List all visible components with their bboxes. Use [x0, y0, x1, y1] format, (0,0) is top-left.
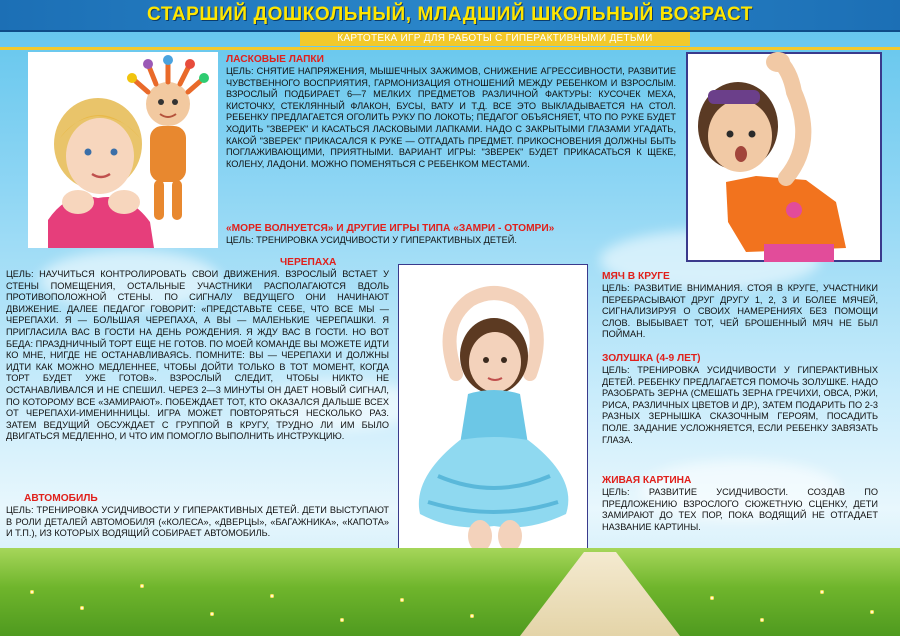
section-avtomobil: [6, 492, 389, 540]
daisy: [820, 590, 824, 594]
photo-girl-with-doll: [28, 52, 218, 248]
daisy: [710, 596, 714, 600]
daisy: [400, 598, 404, 602]
section-text: ЦЕЛЬ: ТРЕНИРОВКА УСИДЧИВОСТИ У ГИПЕРАКТИВНЫХ ДЕТЕЙ.: [226, 235, 517, 245]
section-text: ЦЕЛЬ: СНЯТИЕ НАПРЯЖЕНИЯ, МЫШЕЧНЫХ ЗАЖИМОВ, СНИЖЕНИЕ АГРЕССИВНОСТИ, РАЗВИТИЕ ЧУВСТВЕННОГО ВОСПРИЯТИЯ, ГАРМОНИЗАЦИЯ ОТНОШЕНИЙ МЕЖДУ РЕБЕНКОМ И ВЗРОСЛЫМ. ВЗРОСЛЫЙ ПОДБИРАЕТ 6—7 МЕЛКИХ ПРЕДМЕТОВ РАЗЛИЧНОЙ ФАКТУРЫ: КУСОЧЕК МЕХА, КИСТОЧКУ, СТЕКЛЯННЫЙ ФЛАКОН, БУСЫ, ВАТУ И Т.Д. ВСЕ ЭТО ВЫКЛАДЫВАЕТСЯ НА СТОЛ. РЕБЕНКУ ПРЕДЛАГАЕТСЯ ОГОЛИТЬ РУКУ ПО ЛОКОТЬ; ПЕДАГОГ ОБЪЯСНЯЕТ, ЧТО ПО РУКЕ БУДЕТ ХОДИТЬ "ЗВЕРЕК" И КАСАТЬСЯ ЛАСКОВЫМИ ЛАПКАМИ. НАДО С ЗАКРЫТЫМИ ГЛАЗАМИ УГАДАТЬ, КАКОЙ "ЗВЕРЕК" ПРИКАСАЛСЯ К РУКЕ — ОТГАДАТЬ ПРЕДМЕТ. ПРИКОСНОВЕНИЯ ДОЛЖНЫ БЫТЬ ПОГЛАЖИВАЮЩИМИ, ПРИЯТНЫМИ. ВАРИАНТ ИГРЫ: "ЗВЕРЕК" БУДЕТ ПРИКАСАТЬСЯ К ЩЕКЕ, КОЛЕНУ, ЛАДОНИ. МОЖНО ПОМЕНЯТЬСЯ С РЕБЕНКОМ МЕСТАМИ.: [226, 66, 676, 169]
section-title: АВТОМОБИЛЬ: [24, 493, 98, 504]
girl-with-doll-illustration: [28, 52, 218, 248]
section-text: ЦЕЛЬ: НАУЧИТЬСЯ КОНТРОЛИРОВАТЬ СВОИ ДВИЖЕНИЯ. ВЗРОСЛЫЙ ВСТАЕТ У СТЕНЫ ПОМЕЩЕНИЯ, ОСТАЛЬНЫЕ УЧАСТНИКИ РАСПОЛАГАЮТСЯ ВДОЛЬ ПРОТИВОПОЛОЖНОЙ СТЕНЫ. ПО СИГНАЛУ ВЕДУЩЕГО ОНИ НАЧИНАЮТ ДВИЖЕНИЕ. ДАЛЕЕ ПЕДАГОГ ГОВОРИТ: «ПРЕДСТАВЬТЕ СЕБЕ, ЧТО ВСЕ МЫ — ЧЕРЕПАХИ. Я — БОЛЬШАЯ ЧЕРЕПАХА, А ВЫ — МАЛЕНЬКИЕ ЧЕРЕПАШКИ. Я ПРИГЛАСИЛА ВАС В ГОСТИ НА ДЕНЬ РОЖДЕНИЯ. Я ЖДУ ВАС В ГОСТИ. НО ВОТ БЕДА: ПРАЗДНИЧНЫЙ ТОРТ ЕЩЕ НЕ ГОТОВ. ПО МОЕЙ КОМАНДЕ ВЫ МОЖЕТЕ ИДТИ КО МНЕ, НИГДЕ НЕ ОСТАНАВЛИВАЯСЬ. ПОМНИТЕ: ВЫ — ЧЕРЕПАХИ И ДОЛЖНЫ ИДТИ КАК МОЖНО МЕДЛЕННЕЕ, ЧТОБЫ ДОЙТИ ТОЛЬКО В ТОТ МОМЕНТ, КОГДА ТОРТ БУДЕТ УЖЕ ГОТОВ». ВЗРОСЛЫЙ СЛЕДИТ, ЧТОБЫ НИКТО НЕ ОСТАНАВЛИВАЛСЯ И НЕ СПЕШИЛ. ЧЕРЕЗ 2—3 МИНУТЫ ОН ДАЕТ НОВЫЙ СИГНАЛ, ПО КОТОРОМУ ВСЕ «ЗАМИРАЮТ». ПОБЕЖДАЕТ ТОТ, КТО ОКАЗАЛСЯ ДАЛЬШЕ ВСЕХ ОТ ЧЕРЕПАХИ-ИМЕНИННИЦЫ. ИГРА МОЖЕТ ПОВТОРЯТЬСЯ НЕСКОЛЬКО РАЗ. ЗАТЕМ ВЕДУЩИЙ ОБСУЖДАЕТ С ГРУППОЙ В КРУГУ, ТРУДНО ЛИ ИМ БЫЛО ДВИГАТЬСЯ МЕДЛЕННО, И ЧТО ИМ ПОМОГЛО ВЫПОЛНИТЬ ИНСТРУКЦИЮ.: [6, 269, 389, 442]
section-cherepakha: [6, 256, 389, 443]
daisy: [140, 584, 144, 588]
daisy: [760, 618, 764, 622]
meadow: [0, 548, 900, 636]
section-zolushka: [602, 352, 878, 446]
subtitle-bar: [300, 32, 690, 46]
photo-girl-blue-dress: [398, 264, 588, 564]
section-more-volnuetsya: [226, 222, 676, 247]
header-bar: [0, 0, 900, 32]
daisy: [340, 618, 344, 622]
daisy: [270, 594, 274, 598]
boy-illustration: [686, 52, 882, 262]
section-zhivaya-kartina: [602, 474, 878, 533]
page-title: СТАРШИЙ ДОШКОЛЬНЫЙ, МЛАДШИЙ ШКОЛЬНЫЙ ВОЗРАСТ: [146, 4, 754, 25]
daisy: [870, 610, 874, 614]
section-text: ЦЕЛЬ: ТРЕНИРОВКА УСИДЧИВОСТИ У ГИПЕРАКТИВНЫХ ДЕТЕЙ. РЕБЕНКУ ПРЕДЛАГАЕТСЯ ПОМОЧЬ ЗОЛУШКЕ. НАДО РАЗОБРАТЬ ЗЕРНА (СМЕШАТЬ ЗЕРНА ГРЕЧИХИ, ОВСА, РЖИ, РИСА, РАЗЛИЧНЫХ ЦВЕТОВ И ДР.), ЗАТЕМ ПОДАРИТЬ ПО 2-3 РАЗНЫХ ЗЕРНЫШКА СКАЗОЧНЫМ ГЕРОЯМ, ПОСАДИТЬ ПОЛЕ. ЗАДАНИЕ УСЛОЖНЯЕТСЯ, ЕСЛИ РЕБЕНКУ ЗАВЯЗАТЬ ГЛАЗА.: [602, 365, 878, 445]
section-title: ЧЕРЕПАХА: [280, 257, 337, 268]
page-subtitle: КАРТОТЕКА ИГР ДЛЯ РАБОТЫ С ГИПЕРАКТИВНЫМИ ДЕТЬМИ: [337, 33, 653, 44]
section-laskovye-lapki: [226, 53, 676, 170]
header-rule: [0, 47, 900, 50]
photo-boy: [686, 52, 882, 262]
daisy: [30, 590, 34, 594]
daisy: [470, 614, 474, 618]
daisy: [210, 612, 214, 616]
section-text: ЦЕЛЬ: РАЗВИТИЕ ВНИМАНИЯ. СТОЯ В КРУГЕ, УЧАСТНИКИ ПЕРЕБРАСЫВАЮТ ДРУГ ДРУГУ 1, 2, 3 И БОЛЕЕ МЯЧЕЙ, СИГНАЛИЗИРУЯ О СВОИХ НАМЕРЕНИЯХ БЕЗ ПОМОЩИ СЛОВ. ВЫБЫВАЕТ ТОТ, ЧЕЙ БРОШЕННЫЙ МЯЧ НЕ БЫЛ ПОЙМАН.: [602, 283, 878, 340]
section-title: «МОРЕ ВОЛНУЕТСЯ» И ДРУГИЕ ИГРЫ ТИПА «ЗАМРИ - ОТОМРИ»: [226, 223, 555, 234]
section-title: ЖИВАЯ КАРТИНА: [602, 475, 692, 486]
section-title: МЯЧ В КРУГЕ: [602, 271, 670, 282]
section-myach-v-kruge: [602, 270, 878, 341]
section-title: ЗОЛУШКА (4-9 ЛЕТ): [602, 353, 701, 364]
section-text: ЦЕЛЬ: ТРЕНИРОВКА УСИДЧИВОСТИ У ГИПЕРАКТИВНЫХ ДЕТЕЙ. ДЕТИ ВЫСТУПАЮТ В РОЛИ ДЕТАЛЕЙ АВТОМОБИЛЯ («КОЛЕСА», «ДВЕРЦЫ», «БАГАЖНИКА», «КАПОТА» И Т.П.), ИЗ КОТОРЫХ ВОДЯЩИЙ СОБИРАЕТ АВТОМОБИЛЬ.: [6, 505, 389, 539]
section-text: ЦЕЛЬ: РАЗВИТИЕ УСИДЧИВОСТИ. СОЗДАВ ПО ПРЕДЛОЖЕНИЮ ВЗРОСЛОГО СЮЖЕТНУЮ СЦЕНКУ, ДЕТИ ЗАМИРАЮТ ДО ТЕХ ПОР, ПОКА ВОДЯЩИЙ НЕ ОТГАДАЕТ НАЗВАНИЕ КАРТИНЫ.: [602, 487, 878, 532]
section-title: ЛАСКОВЫЕ ЛАПКИ: [226, 54, 324, 65]
daisy: [80, 606, 84, 610]
girl-blue-dress-illustration: [398, 264, 588, 564]
